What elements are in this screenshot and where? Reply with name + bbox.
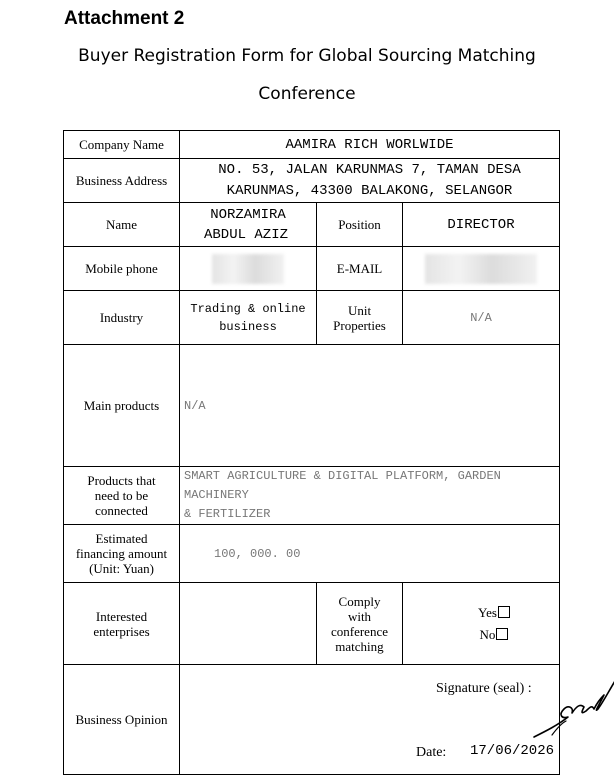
business-address-label: Business Address [64,159,180,203]
interested-line1: Interested [95,608,148,624]
email-value [403,247,560,291]
name-line2: ABDUL AZIZ [204,226,289,243]
registration-form-table [63,130,560,775]
products-connected-value [180,467,560,525]
redacted-email [425,254,537,284]
mobile-phone-value [180,247,317,291]
comply-yes-checkbox[interactable] [498,606,510,618]
unit-properties-line1: Unit [347,302,372,318]
row-company-name [64,131,560,159]
email-label: E-MAIL [317,247,403,291]
financing-line2: financing amount [75,546,168,561]
handwritten-signature [532,669,614,741]
business-opinion-label: Business Opinion [64,665,180,775]
row-business-opinion [64,665,560,775]
date-label: Date: [416,745,447,760]
comply-yes-label: Yes [478,604,497,620]
date-value: 17/06/2026 [470,743,555,759]
position-value: DIRECTOR [403,203,560,247]
business-address-value [180,159,560,203]
industry-line1: Trading & online [190,301,306,316]
name-value [180,203,317,247]
comply-no-option[interactable] [429,624,559,646]
main-products-value: N/A [180,345,560,467]
comply-options [403,583,560,665]
attachment-heading: Attachment 2 [64,8,185,29]
company-name-label: Company Name [64,131,180,159]
row-products-connected [64,467,560,525]
interested-label [64,583,180,665]
position-label: Position [317,203,403,247]
business-address-line2: KARUNMAS, 43300 BALAKONG, SELANGOR [226,182,513,199]
financing-line1: Estimated [95,531,148,546]
form-title-line1: Buyer Registration Form for Global Sourcing Matching [78,46,536,66]
comply-label [317,583,403,665]
products-connected-line2: need to be [94,488,149,503]
comply-yes-option[interactable] [429,602,559,624]
comply-no-checkbox[interactable] [496,628,508,640]
products-connected-line1: Products that [87,473,156,488]
products-connected-line3: connected [95,503,148,518]
comply-line4: matching [335,638,384,654]
row-interested [64,583,560,665]
financing-line3: (Unit: Yuan) [89,561,154,576]
products-connected-label [64,467,180,525]
products-connected-value-line2: & FERTILIZER [184,507,271,521]
industry-label: Industry [64,291,180,345]
mobile-phone-label: Mobile phone [64,247,180,291]
main-products-label: Main products [64,345,180,467]
redacted-phone [212,254,284,284]
business-address-line1: NO. 53, JALAN KARUNMAS 7, TAMAN DESA [218,161,521,178]
comply-line3: conference [330,623,388,639]
row-industry [64,291,560,345]
products-connected-value-line1: SMART AGRICULTURE & DIGITAL PLATFORM, GARDEN MACHINERY [184,469,501,502]
name-label: Name [64,203,180,247]
form-title-line2: Conference [258,84,356,104]
unit-properties-line2: Properties [333,317,386,333]
comply-line1: Comply [338,593,381,609]
interested-value [180,583,317,665]
row-business-address [64,159,560,203]
financing-label [64,525,180,583]
financing-value: 100, 000. 00 [180,525,560,583]
name-line1: NORZAMIRA [210,206,286,223]
comply-no-label: No [479,626,496,642]
interested-line2: enterprises [93,623,150,639]
comply-line2: with [347,608,372,624]
row-name-position [64,203,560,247]
unit-properties-value: N/A [403,291,560,345]
business-opinion-cell [180,665,560,775]
industry-value [180,291,317,345]
row-contact [64,247,560,291]
row-main-products [64,345,560,467]
industry-line2: business [219,319,277,334]
company-name-value: AAMIRA RICH WORLWIDE [180,131,560,159]
row-financing [64,525,560,583]
signature-label: Signature (seal) : [436,681,532,696]
unit-properties-label [317,291,403,345]
